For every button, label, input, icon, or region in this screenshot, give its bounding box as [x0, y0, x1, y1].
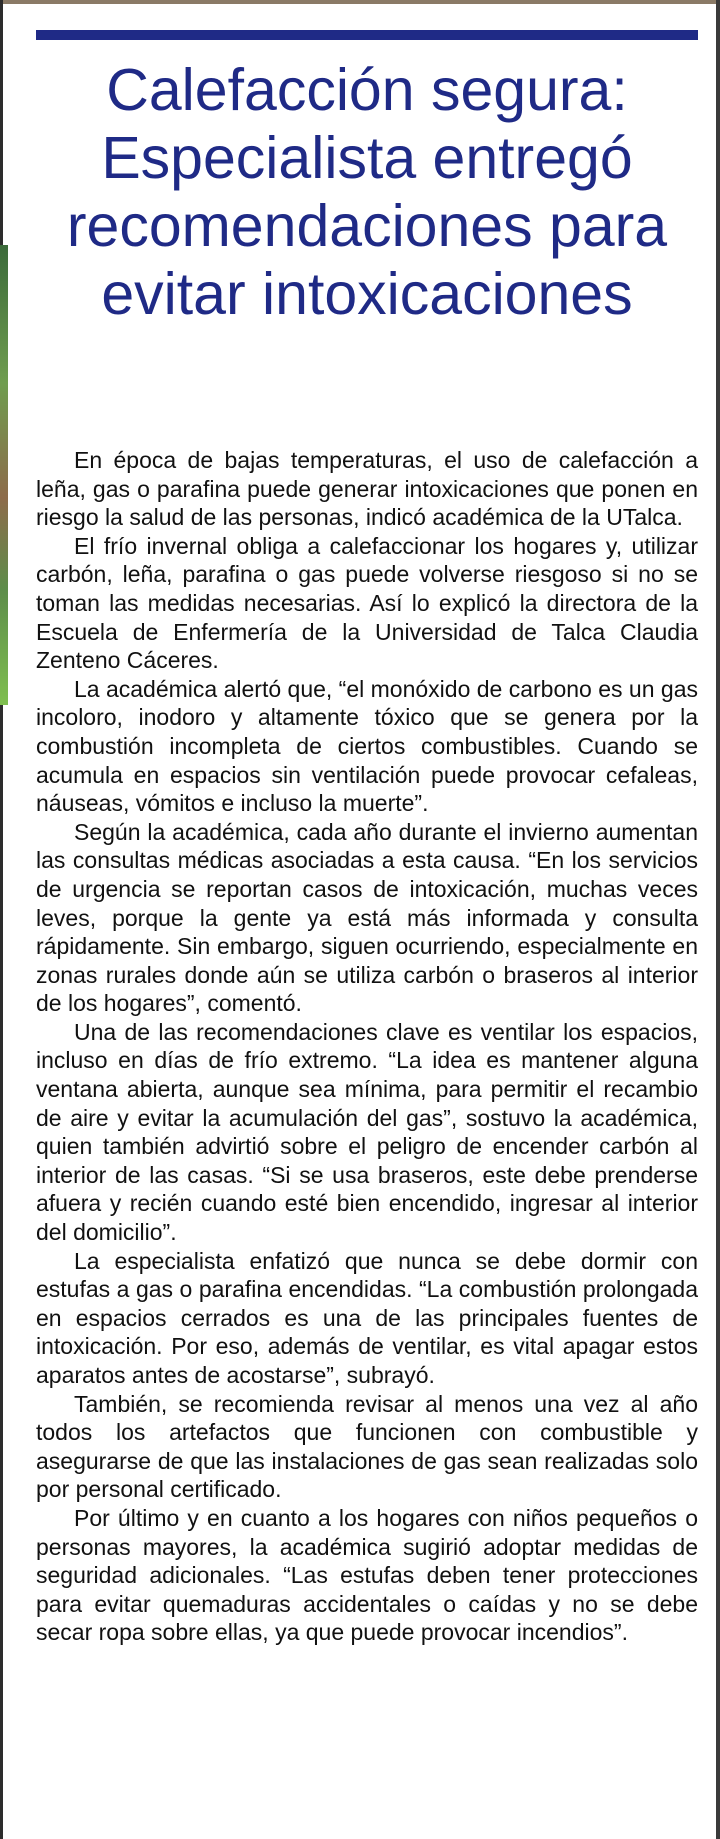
section-rule: [36, 30, 698, 40]
article-paragraph: Una de las recomendaciones clave es ventilar los espacios, incluso en días de frío extremo. “La idea es mantener alguna ventana abierta, aunque sea mínima, para permitir el recambio de aire y evitar la acumulación del gas”, sostuvo la académica, quien también advirtió sobre el peligro de encender carbón al interior de las casas. “Si se usa braseros, este debe prenderse afuera y recién cuando esté bien encendido, ingresar al interior del domicilio”.: [36, 1018, 698, 1246]
article-paragraph: La académica alertó que, “el monóxido de carbono es un gas incoloro, inodoro y altamente tóxico que se genera por la combustión incompleta de ciertos combustibles. Cuando se acumula en espacios sin ventilación puede provocar cefaleas, náuseas, vómitos e incluso la muerte”.: [36, 675, 698, 817]
right-page-edge: [716, 0, 720, 1839]
article-paragraph: En época de bajas temperaturas, el uso de calefacción a leña, gas o parafina puede generar intoxicaciones que ponen en riesgo la salud de las personas, indicó académica de la UTalca.: [36, 447, 698, 531]
article-paragraph: La especialista enfatizó que nunca se debe dormir con estufas a gas o parafina encendidas. “La combustión prolongada en espacios cerrados es una de las principales fuentes de intoxicación. Por eso, además de ventilar, es vital apagar estos aparatos antes de acostarse”, subrayó.: [36, 1247, 698, 1388]
article-body: [36, 446, 698, 1647]
adjacent-photo-edge: [0, 245, 8, 705]
article-paragraph: El frío invernal obliga a calefaccionar los hogares y, utilizar carbón, leña, parafina o gas puede volverse riesgoso si no se toman las medidas necesarias. Así lo explicó la directora de la Escuela de Enfermería de la Universidad de Talca Claudia Zenteno Cáceres.: [36, 532, 698, 674]
article-headline: Calefacción segura: Especialista entregó recomendaciones para evitar intoxicaciones: [66, 57, 668, 327]
article-paragraph: Según la académica, cada año durante el invierno aumentan las consultas médicas asociadas a esta causa. “En los servicios de urgencia se reportan casos de intoxicación, muchas veces leves, porque la gente ya está más informada y consulta rápidamente. Sin embargo, siguen ocurriendo, especialmente en zonas rurales donde aún se utiliza carbón o braseros al interior de los hogares”, comentó.: [36, 818, 698, 1017]
article-paragraph: También, se recomienda revisar al menos una vez al año todos los artefactos que funcionen con combustible y asegurarse de que las instalaciones de gas sean realizadas solo por personal certificado.: [36, 1390, 698, 1503]
article-paragraph: Por último y en cuanto a los hogares con niños pequeños o personas mayores, la académica sugirió adoptar medidas de seguridad adicionales. “Las estufas deben tener protecciones para evitar quemaduras accidentales o caídas y no se debe secar ropa sobre ellas, ya que puede provocar incendios”.: [36, 1504, 698, 1646]
page-top-edge: [0, 0, 720, 4]
